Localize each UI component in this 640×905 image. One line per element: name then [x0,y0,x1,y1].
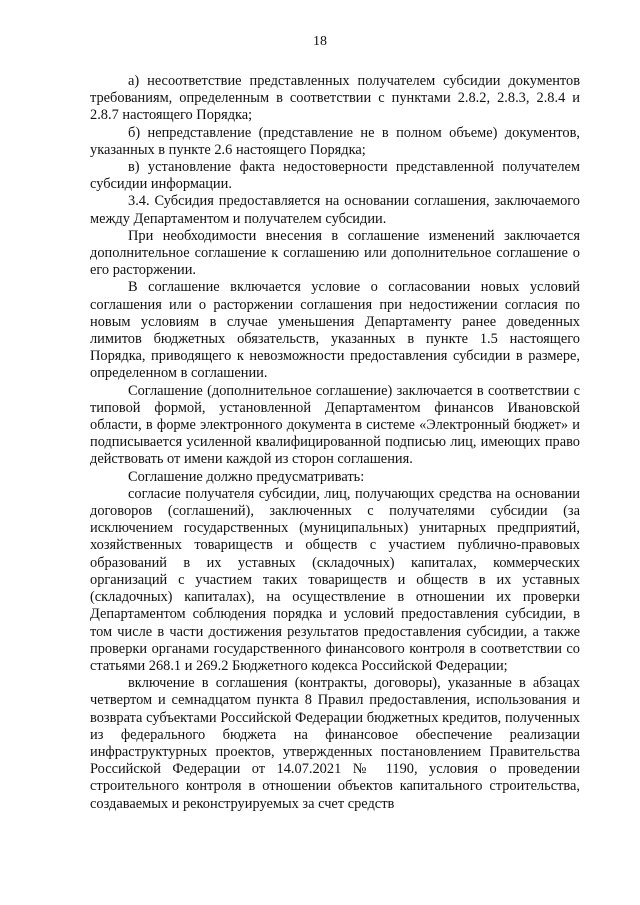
paragraph-agreement-must-provide: Соглашение должно предусматривать: [128,468,365,485]
paragraph-section-3-4: 3.4. Субсидия предоставляется на основании соглашения, заключаемого между Департаментом и получателем субсидии. [90,193,580,227]
paragraph-item-a: а) несоответствие представленных получателем субсидии документов требованиям, определенным в соответствии с пунктами 2.8.2, 2.8.3, 2.8.4 и 2.8.7 настоящего Порядка; [90,73,580,124]
paragraph-new-conditions: В соглашение включается условие о согласовании новых условий соглашения или о расторжении соглашения при недостижении согласия по новым условиям в случае уменьшения Департаменту ранее доведенных лимитов бюджетных обязательств, указанных в пункте 1.5 настоящего Порядка, приводящего к невозможности предоставления субсидии в размере, определенном в соглашении. [90,279,580,382]
paragraph-item-b: б) непредставление (представление не в полном объеме) документов, указанных в пункте 2.6 настоящего Порядка; [90,124,580,158]
paragraph-consent-of-recipient: согласие получателя субсидии, лиц, получающих средства на основании договоров (соглашений), заключенных с получателями субсидии (за исключением государственных (муниципальных) унитарных предприятий, хозяйственных товариществ и обществ с участием публично-правовых образований в их уставных (складочных) капиталах, коммерческих организаций с участием таких товариществ и обществ в их уставных (складочных) капиталах), на осуществление в отношении их проверки Департаментом соблюдения порядка и условий предоставления субсидии, в том числе в части достижения результатов предоставления субсидии, а также проверки органами государственного финансового контроля в соответствии со статьями 268.1 и 269.2 Бюджетного кодекса Российской Федерации; [90,485,580,674]
paragraph-item-v: в) установление факта недостоверности представленной получателем субсидии информации. [90,159,580,193]
page-number: 18 [313,34,327,49]
paragraph-amendments: При необходимости внесения в соглашение изменений заключается дополнительное соглашение к соглашению или дополнительное соглашение о его расторжении. [90,227,580,279]
document-body [90,73,580,813]
paragraph-standard-form: Соглашение (дополнительное соглашение) заключается в соответствии с типовой формой, установленной Департаментом финансов Ивановской области, в форме электронного документа в системе «Электронный бюджет» и подписывается усиленной квалифицированной подписью лиц, имеющих право действовать от имени каждой из сторон соглашения. [90,382,580,468]
paragraph-construction-control: включение в соглашения (контракты, договоры), указанные в абзацах четвертом и семнадцатом пункта 8 Правил предоставления, использования и возврата субъектами Российской Федерации бюджетных кредитов, полученных из федерального бюджета на финансовое обеспечение реализации инфраструктурных проектов, утвержденных постановлением Правительства Российской Федерации от 14.07.2021 № 1190, условия о проведении строительного контроля в отношении объектов капитального строительства, создаваемых и реконструируемых за счет средств [90,675,580,812]
